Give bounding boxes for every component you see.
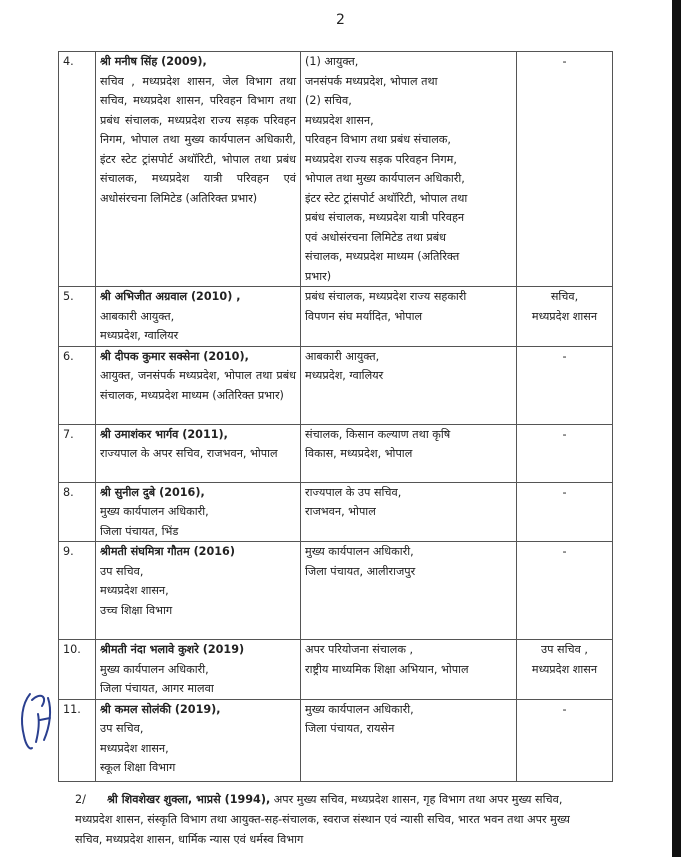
- table-row: [59, 346, 613, 424]
- serial-number: 11.: [59, 699, 96, 781]
- officer-name: श्री उमाशंकर भार्गव (2011),: [100, 427, 228, 441]
- new-posting-line: संचालक, मध्यप्रदेश माध्यम (अतिरिक्त: [305, 250, 460, 263]
- current-posting-line: उच्च शिक्षा विभाग: [100, 603, 173, 617]
- table-row: [59, 699, 613, 781]
- new-posting-cell: [301, 52, 517, 287]
- viewer-edge: [672, 0, 681, 857]
- new-posting-line: प्रबंध संचालक, मध्यप्रदेश राज्य सहकारी: [305, 290, 467, 303]
- table-row: [59, 542, 613, 640]
- remark-line: -: [562, 545, 567, 558]
- current-posting-line: मध्यप्रदेश शासन,: [100, 741, 169, 755]
- current-posting-cell: [96, 482, 301, 542]
- current-posting-cell: [96, 640, 301, 700]
- new-posting-line: मुख्य कार्यपालन अधिकारी,: [305, 545, 414, 558]
- current-posting-line: मध्यप्रदेश शासन,: [100, 584, 169, 597]
- remark-line: मध्यप्रदेश शासन: [531, 309, 598, 323]
- remark-cell: [517, 699, 613, 781]
- serial-number: 8.: [59, 482, 96, 542]
- officer-name: श्री सुनील दुबे (2016),: [100, 485, 205, 499]
- new-posting-line: जिला पंचायत, रायसेन: [305, 722, 395, 735]
- officer-name: श्री अभिजीत अग्रवाल (2010) ,: [100, 290, 241, 303]
- new-posting-line: मुख्य कार्यपालन अधिकारी,: [305, 702, 414, 716]
- current-posting-line: मध्यप्रदेश, ग्वालियर: [100, 329, 179, 342]
- new-posting-line: परिवहन विभाग तथा प्रबंध संचालक,: [305, 133, 451, 146]
- remark-line: -: [562, 485, 567, 499]
- serial-number: 6.: [59, 346, 96, 424]
- new-posting-line: विपणन संघ मर्यादित, भोपाल: [305, 309, 423, 323]
- remark-cell: [517, 424, 613, 482]
- current-posting-line: उप सचिव,: [100, 722, 144, 735]
- current-posting-cell: [96, 424, 301, 482]
- new-posting-line: भोपाल तथा मुख्य कार्यपालन अधिकारी,: [305, 172, 465, 185]
- current-posting-line: मुख्य कार्यपालन अधिकारी,: [100, 505, 209, 518]
- new-posting-line: राष्ट्रीय माध्यमिक शिक्षा अभियान, भोपाल: [305, 662, 469, 676]
- current-posting-cell: [96, 542, 301, 640]
- new-posting-line: आबकारी आयुक्त,: [305, 349, 380, 363]
- remark-line: उप सचिव ,: [541, 643, 588, 656]
- table-row: [59, 424, 613, 482]
- serial-number: 4.: [59, 52, 96, 287]
- new-posting-line: मध्यप्रदेश राज्य सड़क परिवहन निगम,: [305, 152, 457, 166]
- serial-number: 9.: [59, 542, 96, 640]
- paragraph-text: अपर मुख्य सचिव, मध्यप्रदेश शासन, गृह विभाग तथा अपर मुख्य सचिव, मध्यप्रदेश शासन, संस्कृति विभाग तथा आयुक्त-सह-संचालक, स्वराज संस्थान एवं न्यासी सचिव, भारत भवन तथा अपर मुख्य सचिव, मध्यप्रदेश शासन, धार्मिक न्यास एवं धर्मस्व विभाग: [75, 793, 570, 846]
- remark-line: -: [562, 349, 567, 363]
- new-posting-cell: [301, 346, 517, 424]
- current-posting: राज्यपाल के अपर सचिव, राजभवन, भोपाल: [100, 447, 278, 460]
- officer-name: श्रीमती नंदा भलावे कुशरे (2019): [100, 643, 245, 656]
- remark-cell: [517, 640, 613, 700]
- new-posting-line: राज्यपाल के उप सचिव,: [305, 485, 402, 499]
- current-posting-cell: [96, 346, 301, 424]
- serial-number: 7.: [59, 424, 96, 482]
- officer-name: श्री शिवशेखर शुक्ला, भाप्रसे (1994),: [107, 793, 271, 806]
- transfer-table: [58, 51, 613, 782]
- remark-cell: [517, 346, 613, 424]
- current-posting-cell: [96, 287, 301, 347]
- current-posting: सचिव , मध्यप्रदेश शासन, जेल विभाग तथा सचिव, मध्यप्रदेश शासन, परिवहन विभाग तथा प्रबंध संचालक, मध्यप्रदेश राज्य सड़क परिवहन निगम, भोपाल तथा मुख्य कार्यपालन अधिकारी, इंटर स्टेट ट्रांसपोर्ट अथॉरिटी, भोपाल तथा प्रबंध संचालक, मध्यप्रदेश यात्री परिवहन एवं अधोसंरचना लिमिटेड (अतिरिक्त प्रभार): [100, 74, 296, 205]
- new-posting-line: (1) आयुक्त,: [305, 55, 359, 68]
- current-posting-cell: [96, 699, 301, 781]
- remark-cell: [517, 287, 613, 347]
- new-posting-line: (2) सचिव,: [305, 94, 352, 107]
- officer-name: श्री मनीष सिंह (2009),: [100, 55, 207, 68]
- remark-line: सचिव,: [550, 290, 579, 303]
- paragraph-number: 2/: [75, 793, 86, 806]
- current-posting-line: आबकारी आयुक्त,: [100, 309, 175, 323]
- officer-name: श्री दीपक कुमार सक्सेना (2010),: [100, 349, 249, 363]
- table-row: [59, 482, 613, 542]
- new-posting-line: अपर परियोजना संचालक ,: [305, 643, 414, 656]
- remark-cell: [517, 542, 613, 640]
- current-posting-line: जिला पंचायत, भिंड: [100, 524, 179, 538]
- new-posting-cell: [301, 482, 517, 542]
- remark-line: -: [562, 702, 567, 716]
- serial-number: 5.: [59, 287, 96, 347]
- remark-line: -: [562, 55, 567, 68]
- remark-cell: [517, 482, 613, 542]
- new-posting-line: जिला पंचायत, आलीराजपुर: [305, 564, 416, 578]
- new-posting-line: इंटर स्टेट ट्रांसपोर्ट अथॉरिटी, भोपाल तथा: [305, 191, 468, 205]
- table-row: [59, 287, 613, 347]
- remark-line: मध्यप्रदेश शासन: [531, 662, 598, 676]
- new-posting-line: राजभवन, भोपाल: [305, 505, 376, 518]
- current-posting-line: मुख्य कार्यपालन अधिकारी,: [100, 662, 209, 676]
- current-posting-cell: [96, 52, 301, 287]
- current-posting-line: स्कूल शिक्षा विभाग: [100, 761, 176, 774]
- current-posting-line: जिला पंचायत, आगर मालवा: [100, 682, 214, 695]
- signature-mark: [18, 690, 58, 752]
- remark-line: -: [562, 427, 567, 441]
- new-posting-line: जनसंपर्क मध्यप्रदेश, भोपाल तथा: [305, 74, 438, 88]
- table-row: [59, 52, 613, 287]
- paragraph-2: [75, 790, 595, 850]
- table-row: [59, 640, 613, 700]
- new-posting-line: मध्यप्रदेश शासन,: [305, 113, 374, 127]
- officer-name: श्रीमती संघमित्रा गौतम (2016): [100, 545, 235, 558]
- current-posting-line: उप सचिव,: [100, 564, 144, 578]
- new-posting-line: प्रबंध संचालक, मध्यप्रदेश यात्री परिवहन: [305, 211, 465, 224]
- new-posting-cell: [301, 699, 517, 781]
- officer-name: श्री कमल सोलंकी (2019),: [100, 702, 221, 716]
- current-posting: आयुक्त, जनसंपर्क मध्यप्रदेश, भोपाल तथा प्रबंध संचालक, मध्यप्रदेश माध्यम (अतिरिक्त प्रभार): [100, 369, 296, 402]
- page-number: 2: [336, 12, 345, 28]
- new-posting-line: विकास, मध्यप्रदेश, भोपाल: [305, 447, 413, 460]
- new-posting-cell: [301, 287, 517, 347]
- remark-cell: [517, 52, 613, 287]
- serial-number: 10.: [59, 640, 96, 700]
- new-posting-line: एवं अधोसंरचना लिमिटेड तथा प्रबंध: [305, 230, 447, 244]
- new-posting-line: प्रभार): [305, 269, 332, 283]
- new-posting-cell: [301, 640, 517, 700]
- new-posting-cell: [301, 424, 517, 482]
- new-posting-cell: [301, 542, 517, 640]
- new-posting-line: मध्यप्रदेश, ग्वालियर: [305, 369, 384, 382]
- new-posting-line: संचालक, किसान कल्याण तथा कृषि: [305, 427, 451, 441]
